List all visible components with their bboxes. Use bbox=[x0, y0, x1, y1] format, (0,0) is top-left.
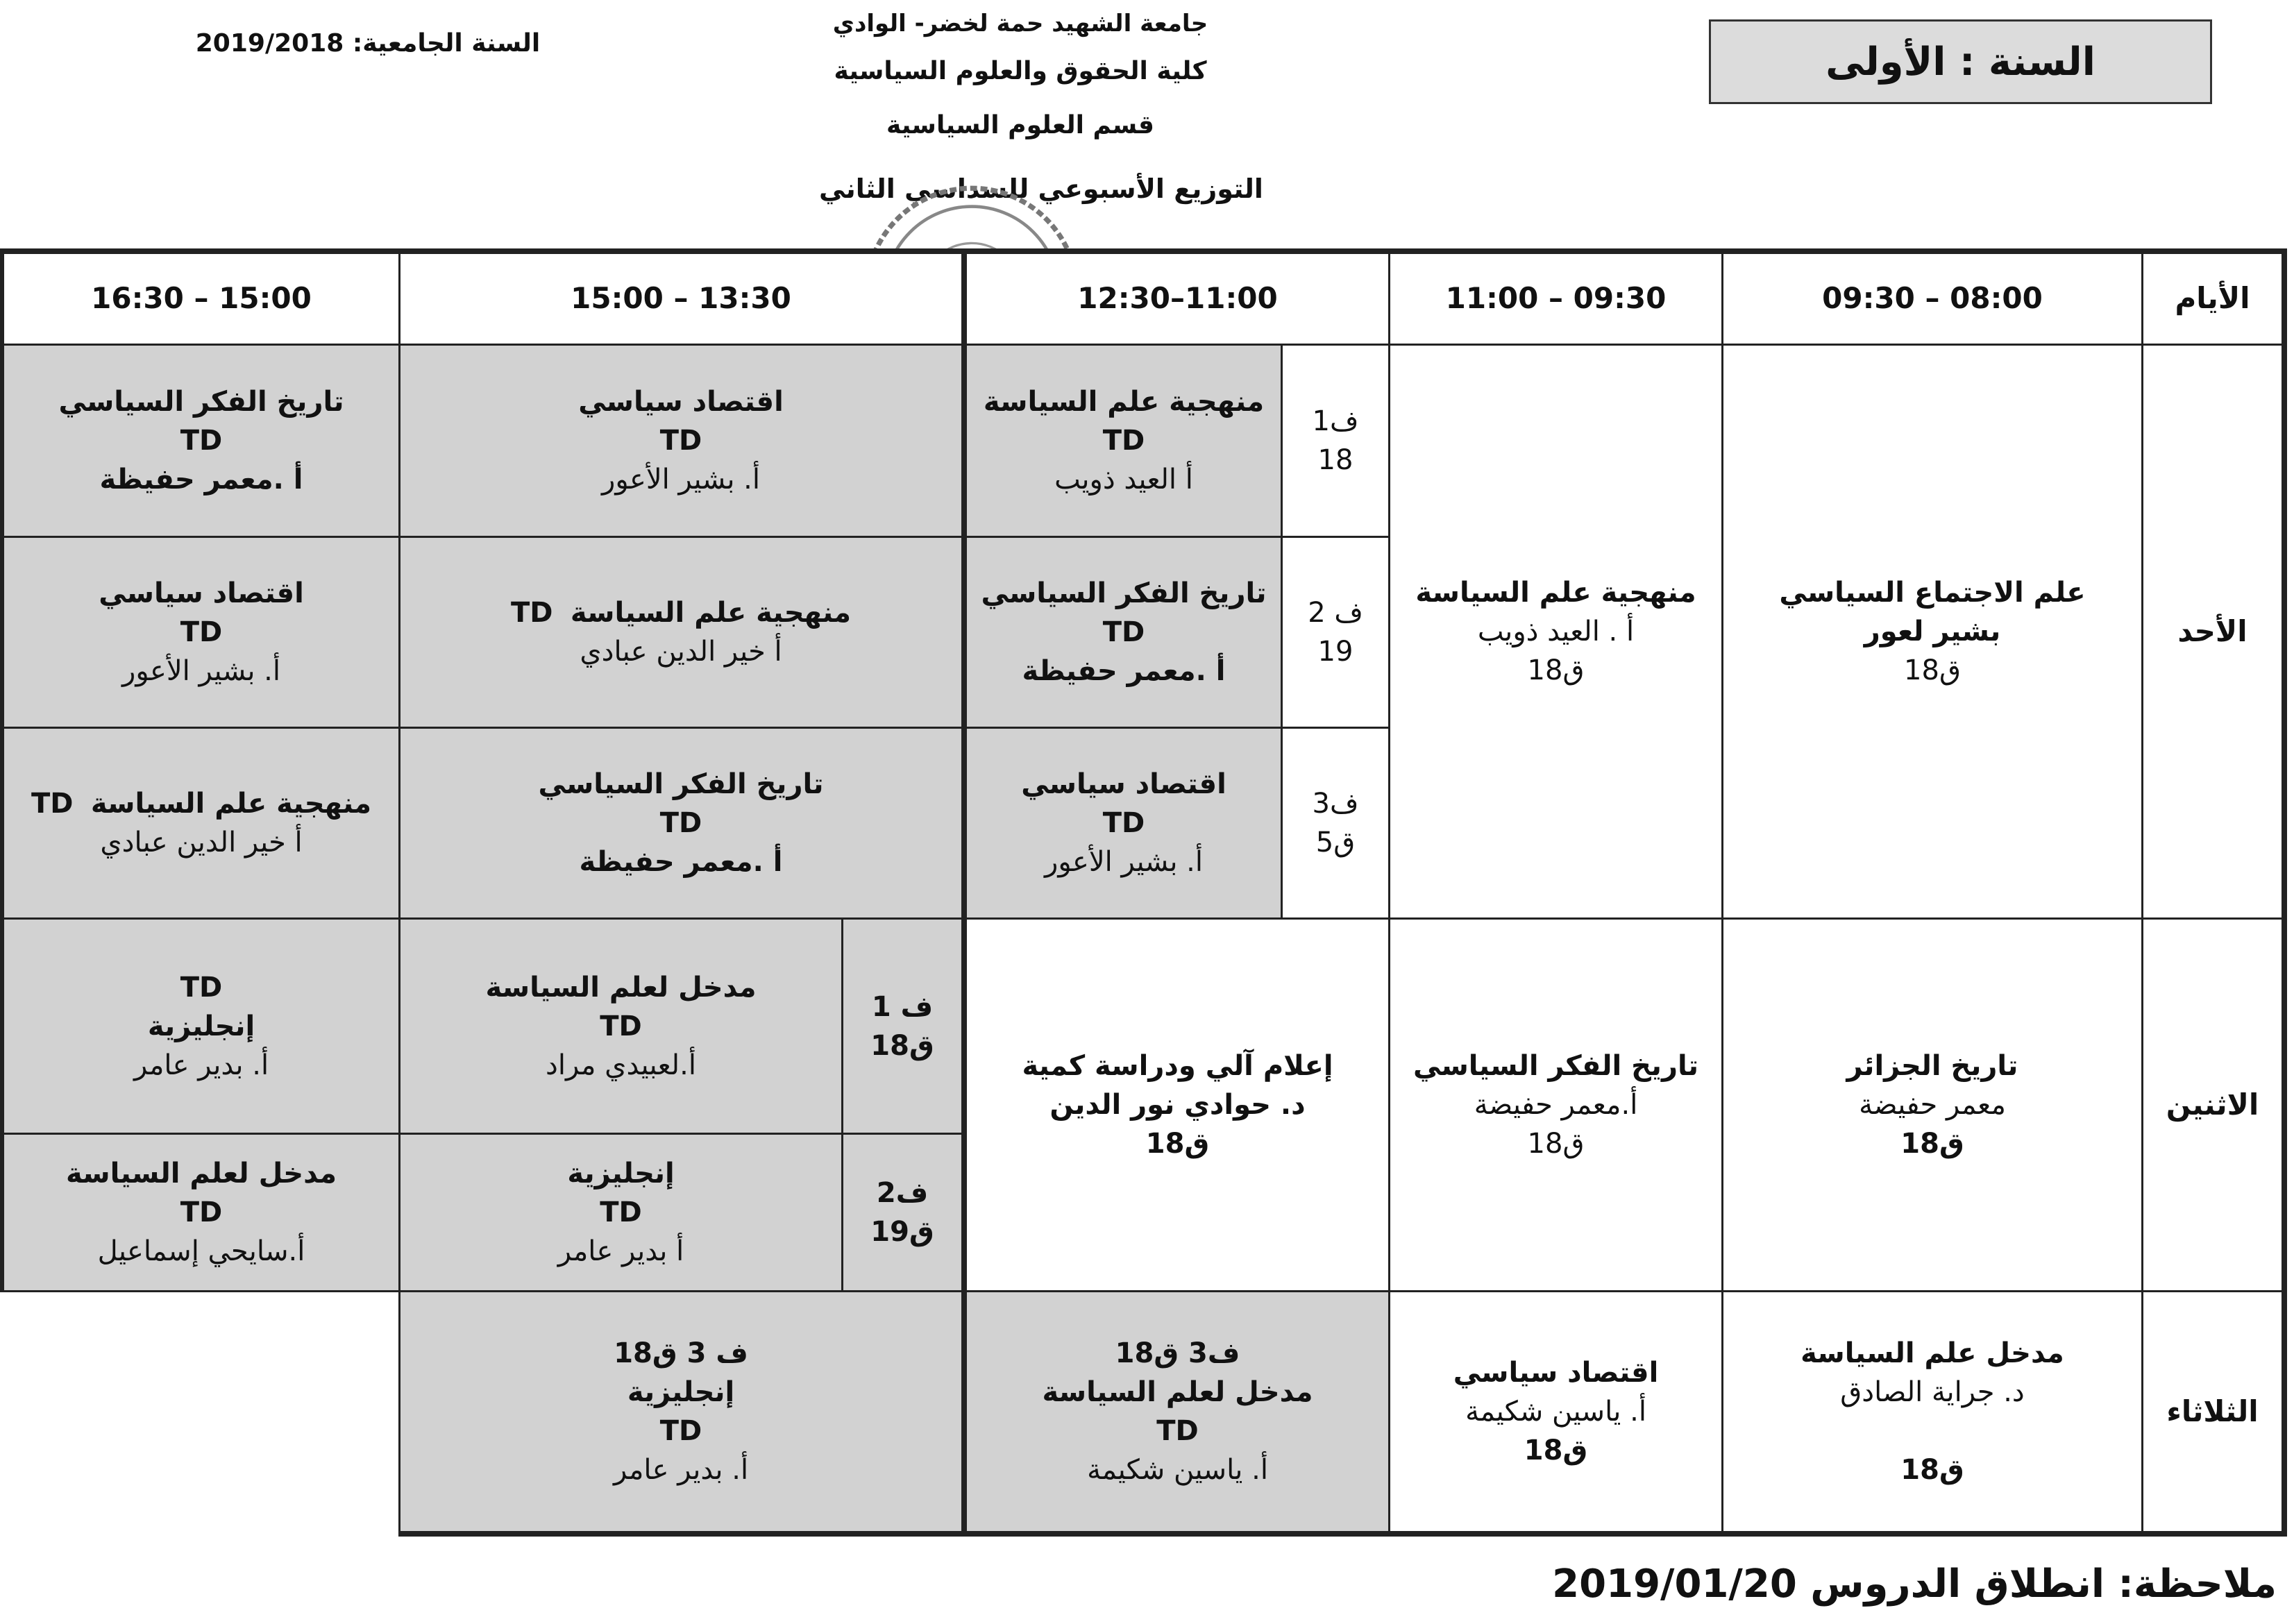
sunday-g2-slot-3: تاريخ الفكر السياسي TD أ .معمر حفيظة bbox=[961, 536, 1283, 729]
university-name: جامعة الشهيد حمة لخضر- الوادي bbox=[832, 10, 1208, 37]
monday-g1-slot-4: مدخل لعلم السياسة TD أ.لعبيدي مراد bbox=[398, 917, 843, 1135]
tuesday-slot-4: ف 3 ق18 إنجليزية TD أ. بدير عامر bbox=[398, 1290, 963, 1537]
monday-g2-slot-4: إنجليزية TD أ بدير عامر bbox=[398, 1133, 843, 1292]
sunday-group-1: ف1 18 bbox=[1281, 344, 1390, 538]
year-level-box bbox=[1709, 19, 2212, 104]
tuesday-slot-3: ف3 ق18 مدخل لعلم السياسة TD أ. ياسين شكيمة bbox=[961, 1290, 1390, 1537]
sunday-slot-1: علم الاجتماع السياسي بشير لعور ق18 bbox=[1721, 344, 2143, 920]
tuesday-slot-1: مدخل علم السياسة د. جراية الصادق ق18 bbox=[1721, 1290, 2143, 1537]
sunday-g2-slot-5: اقتصاد سياسي TD أ. بشير الأعور bbox=[0, 536, 400, 729]
sunday-group-2: ف 2 19 bbox=[1281, 536, 1390, 729]
header-slot-1: 08:00 – 09:30 bbox=[1721, 248, 2143, 346]
academic-year: السنة الجامعية: 2019/2018 bbox=[195, 29, 541, 58]
sunday-slot-2: منهجية علم السياسة أ . العيد ذويب ق18 bbox=[1388, 344, 1723, 920]
header-slot-2: 09:30 – 11:00 bbox=[1388, 248, 1723, 346]
monday-group-2: ف2 ق19 bbox=[841, 1133, 963, 1292]
tuesday-slot-2: اقتصاد سياسي أ. ياسين شكيمة ق18 bbox=[1388, 1290, 1723, 1537]
year-level-label: السنة : الأولى bbox=[1825, 39, 2095, 85]
day-monday: الاثنين bbox=[2141, 917, 2287, 1292]
sunday-g1-slot-4: اقتصاد سياسي TD أ. بشير الأعور bbox=[398, 344, 963, 538]
monday-g1-slot-5: TD إنجليزية أ. بدير عامر bbox=[0, 917, 400, 1135]
header-slot-4: 13:30 – 15:00 bbox=[398, 248, 963, 346]
sunday-g2-slot-4: منهجية علم السياسة TD أ خير الدين عبادي bbox=[398, 536, 963, 729]
sunday-group-3: ف3 ق5 bbox=[1281, 727, 1390, 920]
start-date-note: ملاحظة: انطلاق الدروس 2019/01/20 bbox=[1552, 1562, 2277, 1607]
department-name: قسم العلوم السياسية bbox=[886, 111, 1154, 139]
day-sunday: الأحد bbox=[2141, 344, 2287, 920]
day-tuesday: الثلاثاء bbox=[2141, 1290, 2287, 1537]
header-slot-3: 11:00–12:30 bbox=[961, 248, 1390, 346]
sunday-g3-slot-4: تاريخ الفكر السياسي TD أ .معمر حفيظة bbox=[398, 727, 963, 920]
monday-slot-3: إعلام آلي ودراسة كمية د. حوادي نور الدين ق18 bbox=[961, 917, 1390, 1292]
sunday-g1-slot-3: منهجية علم السياسة TD أ العيد ذويب bbox=[961, 344, 1283, 538]
faculty-name: كلية الحقوق والعلوم السياسية bbox=[834, 57, 1207, 85]
monday-slot-1: تاريخ الجزائر معمر حفيضة ق18 bbox=[1721, 917, 2143, 1292]
schedule-title: التوزيع الأسبوعي للسداسي الثاني bbox=[819, 174, 1263, 204]
header-slot-5: 15:00 – 16:30 bbox=[0, 248, 400, 346]
header-days: الأيام bbox=[2141, 248, 2287, 346]
monday-slot-2: تاريخ الفكر السياسي أ.معمر حفيضة ق18 bbox=[1388, 917, 1723, 1292]
sunday-g1-slot-5: تاريخ الفكر السياسي TD أ .معمر حفيظة bbox=[0, 344, 400, 538]
sunday-g3-slot-5: منهجية علم السياسة TD أ خير الدين عبادي bbox=[0, 727, 400, 920]
monday-group-1: ف 1 ق18 bbox=[841, 917, 963, 1135]
sunday-g3-slot-3: اقتصاد سياسي TD أ. بشير الأعور bbox=[961, 727, 1283, 920]
tuesday-slot-5-empty bbox=[0, 1290, 400, 1537]
monday-g2-slot-5: مدخل لعلم السياسة TD أ.سايحي إسماعيل bbox=[0, 1133, 400, 1292]
